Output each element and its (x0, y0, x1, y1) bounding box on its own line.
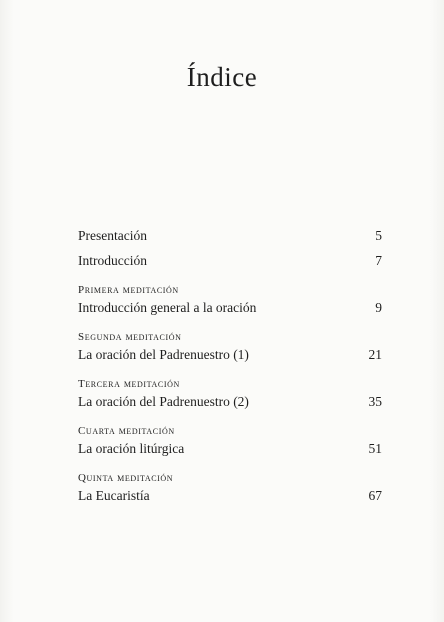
toc-entry-label: Presentación (78, 228, 147, 243)
toc-entry-label: La oración del Padrenuestro (2) (78, 394, 249, 409)
toc-entry-meditation-2 (78, 330, 382, 365)
toc-entry-meditation-3 (78, 377, 382, 412)
toc-entry-meditation-5 (78, 471, 382, 506)
toc-entry-page: 5 (375, 228, 382, 243)
toc-section-kicker: Tercera meditación (78, 378, 180, 390)
toc-entry-label: La oración del Padrenuestro (1) (78, 347, 249, 362)
toc-entry-page: 51 (368, 441, 382, 456)
toc-entry-page: 67 (368, 488, 382, 503)
toc-entry-label: La oración litúrgica (78, 441, 185, 456)
toc-section-kicker: Segunda meditación (78, 331, 182, 343)
page-title: Índice (186, 62, 258, 92)
toc-entry-label: Introducción (78, 253, 147, 268)
toc-entry-page: 21 (368, 347, 382, 362)
toc-entry-meditation-1 (78, 283, 382, 318)
toc-section-kicker: Quinta meditación (78, 472, 174, 484)
toc-section-kicker: Cuarta meditación (78, 425, 175, 437)
toc-entry-page: 7 (375, 253, 382, 268)
toc-entry-label: La Eucaristía (78, 488, 150, 503)
toc-entry-label: Introducción general a la oración (78, 300, 257, 315)
table-of-contents (78, 226, 382, 516)
toc-entry-meditation-4 (78, 424, 382, 459)
toc-entry-page: 35 (368, 394, 382, 409)
toc-entry-presentacion (78, 226, 382, 246)
toc-entry-introduccion (78, 251, 382, 271)
toc-entry-page: 9 (375, 300, 382, 315)
toc-section-kicker: Primera meditación (78, 284, 179, 296)
